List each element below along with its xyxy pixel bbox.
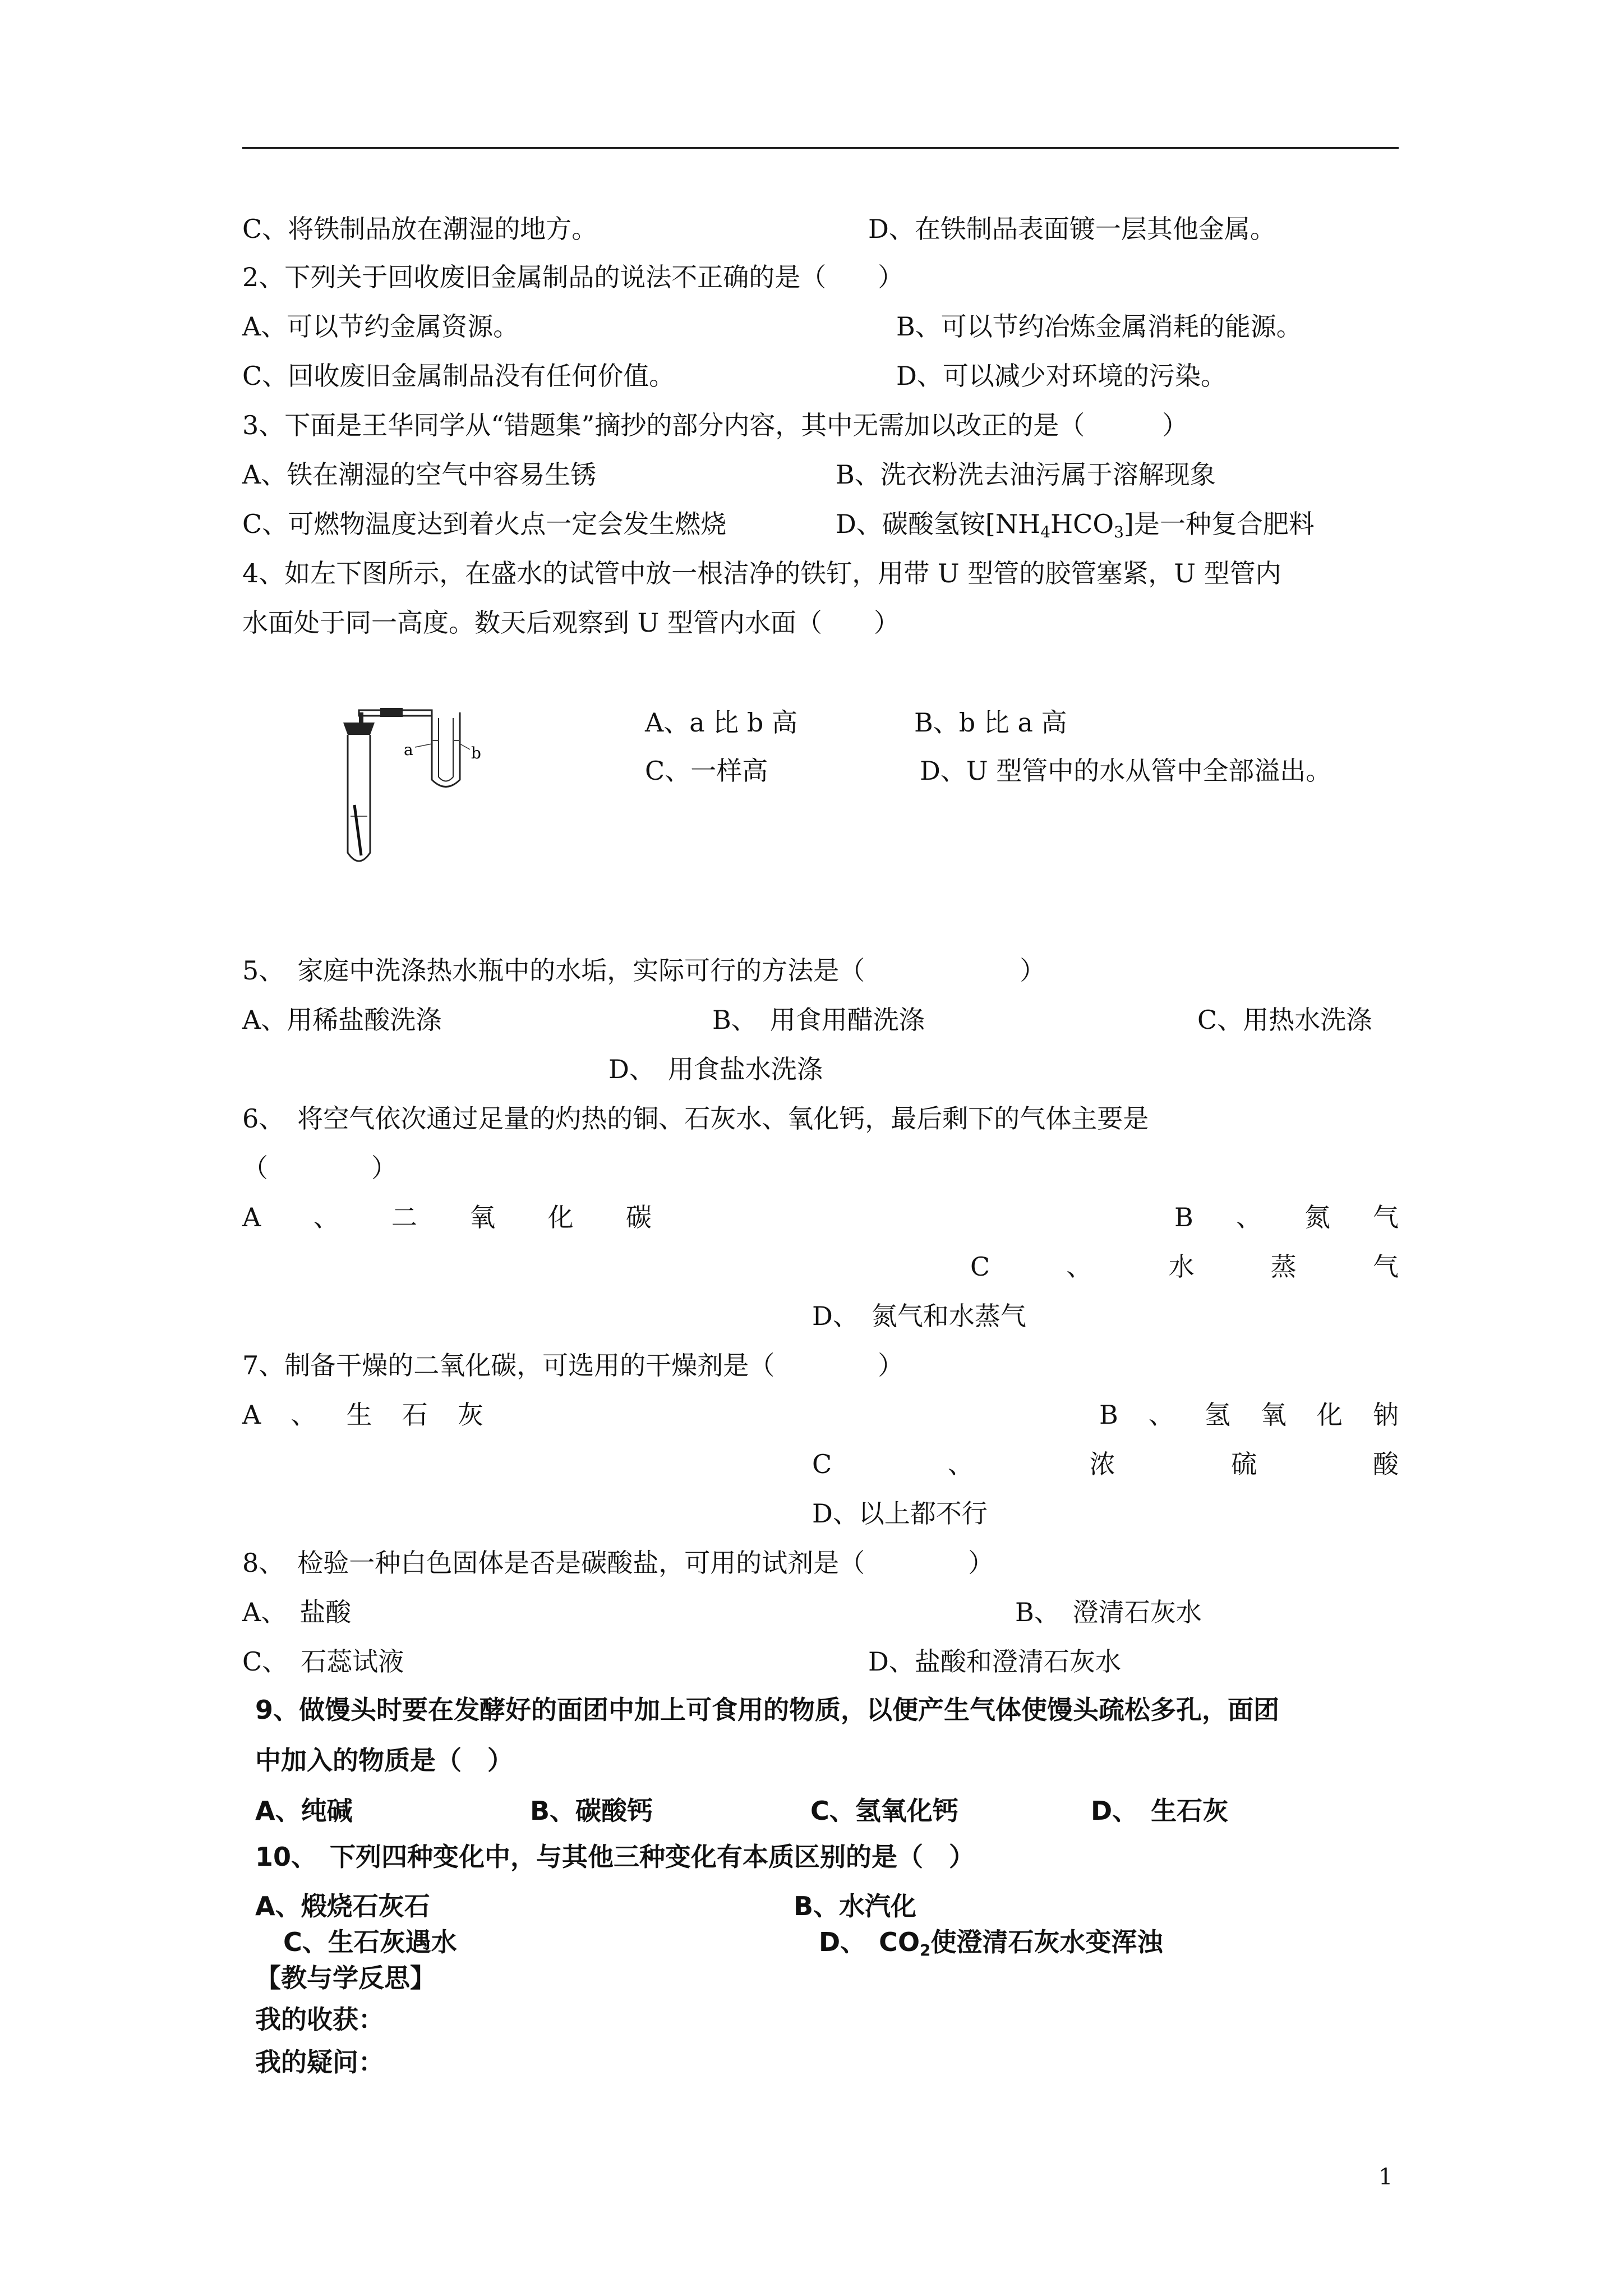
reflection-title: 【教与学反思】 (255, 1963, 436, 1993)
q4-stem-line1: 4、如左下图所示，在盛水的试管中放一根洁净的铁钉，用带 U 型管的胶管塞紧，U 型管内 (242, 558, 1281, 588)
q9-option-a: A、纯碱 (255, 1796, 353, 1826)
q8-option-b: B、 澄清石灰水 (1015, 1597, 1202, 1627)
q7-option-a: A 、 生 石 灰 (242, 1400, 483, 1430)
q9-stem-line1: 9、做馒头时要在发酵好的面团中加上可食用的物质，以便产生气体使馒头疏松多孔，面团 (255, 1695, 1280, 1725)
q8-option-c: C、 石蕊试液 (242, 1646, 404, 1677)
q5-stem: 5、 家庭中洗涤热水瓶中的水垢，实际可行的方法是（ ） (242, 955, 1046, 986)
label-a-pointer (415, 744, 432, 747)
my-questions-label: 我的疑问： (255, 2047, 384, 2077)
q3-option-d: D、碳酸氢铵$[NH_4HCO_3]$是一种复合肥料 (836, 509, 1315, 541)
q5-option-a: A、用稀盐酸洗涤 (242, 1005, 442, 1035)
q6-option-d: D、 氮气和水蒸气 (812, 1301, 1026, 1331)
u-tube (432, 712, 460, 787)
rubber-stopper (343, 723, 375, 735)
label-b-pointer (460, 744, 470, 749)
q9-option-b: B、碳酸钙 (530, 1796, 653, 1826)
my-gains-label: 我的收获： (255, 2004, 384, 2035)
q1-option-d: D、在铁制品表面镀一层其他金属。 (868, 214, 1276, 244)
q5-option-b: B、 用食用醋洗涤 (712, 1005, 925, 1035)
q2-option-b: B、可以节约冶炼金属消耗的能源。 (896, 311, 1302, 342)
q10-option-c: C、生石灰遇水 (283, 1927, 457, 1957)
q4-stem-line2: 水面处于同一高度。数天后观察到 U 型管内水面（ ） (242, 608, 900, 638)
q7-option-c: C 、 浓 硫 酸 (812, 1449, 1399, 1479)
test-tube-u-tube-figure (320, 701, 499, 881)
q3-option-b: B、洗衣粉洗去油污属于溶解现象 (836, 459, 1216, 490)
label-b: b (471, 744, 481, 762)
q10-stem: 10、 下列四种变化中，与其他三种变化有本质区别的是（ ） (255, 1842, 975, 1872)
q4-option-b: B、b 比 a 高 (914, 707, 1067, 738)
label-a: a (404, 740, 413, 759)
q2-option-a: A、可以节约金属资源。 (242, 311, 519, 342)
q6-option-b: B 、 氮 气 (1174, 1202, 1399, 1232)
q8-stem: 8、 检验一种白色固体是否是碳酸盐，可用的试剂是（ ） (242, 1548, 994, 1578)
q2-stem: 2、下列关于回收废旧金属制品的说法不正确的是（ ） (242, 262, 904, 292)
q9-option-d: D、 生石灰 (1091, 1796, 1229, 1826)
q2-option-c: C、回收废旧金属制品没有任何价值。 (242, 361, 675, 391)
q2-option-d: D、可以减少对环境的污染。 (896, 361, 1227, 391)
page-number: 1 (1378, 2164, 1393, 2190)
q1-option-c: C、将铁制品放在潮湿的地方。 (242, 214, 598, 244)
q4-option-a: A、a 比 b 高 (645, 707, 797, 738)
u-tube-inner (439, 718, 453, 781)
q3-option-a: A、铁在潮湿的空气中容易生锈 (242, 459, 597, 490)
q6-stem-line1: 6、 将空气依次通过足量的灼热的铜、石灰水、氧化钙，最后剩下的气体主要是 (242, 1103, 1149, 1134)
q7-option-b: B 、 氢 氧 化 钠 (1099, 1400, 1399, 1430)
apparatus-diagram (320, 701, 499, 881)
q5-option-d: D、 用食盐水洗涤 (608, 1054, 823, 1084)
q7-stem: 7、制备干燥的二氧化碳，可选用的干燥剂是（ ） (242, 1350, 904, 1381)
q3-stem: 3、下面是王华同学从“错题集”摘抄的部分内容，其中无需加以改正的是（ ） (242, 410, 1188, 440)
q9-option-c: C、氢氧化钙 (810, 1796, 958, 1826)
q10-option-a: A、煅烧石灰石 (255, 1891, 430, 1921)
q5-option-c: C、用热水洗涤 (1197, 1005, 1372, 1035)
q4-option-c: C、一样高 (645, 756, 768, 786)
q8-option-d: D、盐酸和澄清石灰水 (868, 1646, 1121, 1677)
q7-option-d: D、以上都不行 (812, 1498, 988, 1529)
q3-option-c: C、可燃物温度达到着火点一定会发生燃烧 (242, 509, 727, 539)
q9-stem-line2: 中加入的物质是（ ） (255, 1745, 513, 1775)
iron-nail (354, 805, 361, 855)
q10-option-b: B、水汽化 (794, 1891, 917, 1921)
rubber-hose (380, 708, 403, 717)
q6-stem-line2: （ ） (242, 1153, 397, 1183)
q10-option-d: D、 $CO_2$使澄清石灰水变浑浊 (819, 1927, 1163, 1959)
q6-option-a: A 、 二 氧 化 碳 (242, 1202, 652, 1232)
q8-option-a: A、 盐酸 (242, 1597, 352, 1627)
q6-option-c: C 、 水 蒸 气 (970, 1251, 1399, 1282)
header-rule (242, 147, 1399, 149)
q4-option-d: D、U 型管中的水从管中全部溢出。 (920, 756, 1332, 786)
